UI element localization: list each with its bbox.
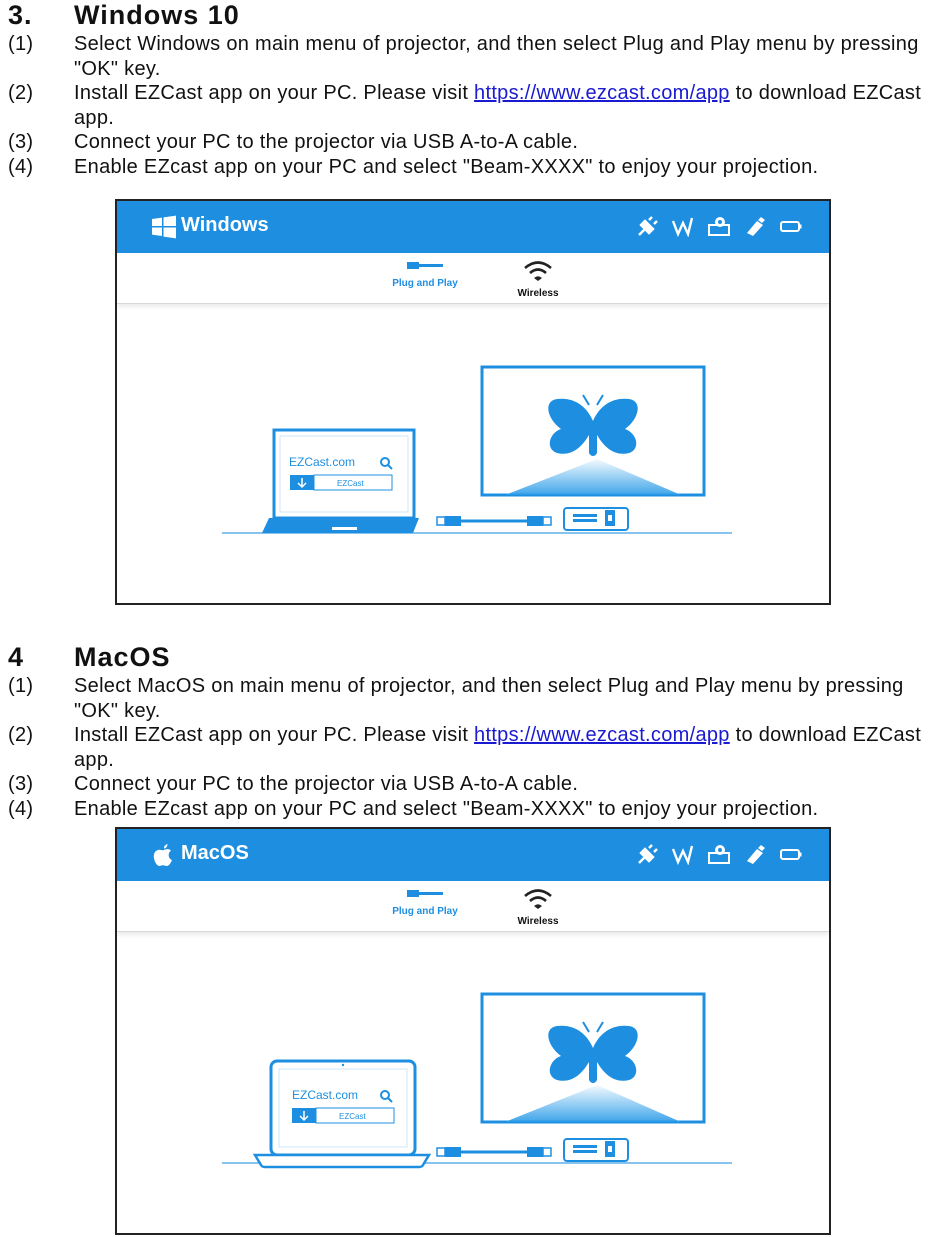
device-icon: [707, 215, 731, 237]
step-item: [8, 772, 938, 797]
os-title: MacOS: [181, 842, 249, 864]
menu-label: Plug and Play: [392, 278, 458, 289]
step-text: [74, 81, 938, 130]
step-text: Select Windows on main menu of projector, and then select Plug and Play menu by pressing "OK" key.: [74, 33, 919, 80]
app-text: EZCast: [339, 1112, 366, 1121]
menu-plug-and-play[interactable]: [387, 259, 463, 289]
projector-titlebar: [117, 201, 829, 253]
apple-logo-icon: [151, 843, 177, 867]
projector-screenshot: [115, 827, 831, 1235]
section-title: MacOS: [74, 642, 171, 672]
projector-menubar: [117, 881, 829, 932]
device-icon: [707, 843, 731, 865]
step-text: Select MacOS on main menu of projector, and then select Plug and Play menu by pressing "OK" key.: [74, 675, 904, 722]
section-heading: [8, 642, 171, 673]
connection-illustration: [117, 303, 829, 603]
usb-drive-icon: [743, 843, 767, 865]
step-number: (3): [8, 773, 34, 795]
site-text: EZCast.com: [289, 455, 356, 469]
windows-logo-icon: [151, 215, 177, 239]
step-number: (2): [8, 724, 34, 746]
step-text-pre: Install EZCast app on your PC. Please visit: [74, 82, 475, 104]
step-number: (4): [8, 155, 34, 178]
step-list: [8, 674, 938, 821]
usb-cable-icon: [437, 516, 551, 526]
battery-icon: [779, 843, 803, 865]
usb-plug-icon: [405, 259, 445, 273]
status-icons: [635, 215, 803, 237]
usb-drive-icon: [743, 215, 767, 237]
menu-plug-and-play[interactable]: [387, 887, 463, 917]
step-text: [74, 723, 938, 772]
usb-plug-icon: [405, 887, 445, 901]
wifi-direct-icon: [671, 215, 695, 237]
step-item: [8, 130, 938, 155]
step-number: (4): [8, 797, 34, 820]
step-text: Enable EZcast app on your PC and select "Beam-XXXX" to enjoy your projection.: [74, 155, 819, 178]
step-item: [8, 155, 938, 180]
laptop-icon: [262, 430, 419, 533]
projector-screenshot: [115, 199, 831, 605]
step-number: (1): [8, 33, 34, 55]
step-number: (1): [8, 675, 34, 697]
step-item: [8, 81, 938, 130]
step-item: [8, 674, 938, 723]
step-item: [8, 723, 938, 772]
site-text: EZCast.com: [292, 1088, 359, 1102]
projection-screen-icon: [482, 367, 704, 495]
step-text-pre: Install EZCast app on your PC. Please visit: [74, 724, 475, 746]
wifi-direct-icon: [671, 843, 695, 865]
ezcast-app-link[interactable]: https://www.ezcast.com/app: [474, 724, 730, 746]
menu-label: Wireless: [517, 916, 559, 927]
projector-titlebar: [117, 829, 829, 881]
step-list: [8, 32, 938, 179]
wifi-icon: [522, 259, 554, 283]
projector-device-icon: [564, 508, 628, 530]
section-heading: [8, 0, 240, 31]
step-text: Enable EZcast app on your PC and select "Beam-XXXX" to enjoy your projection.: [74, 797, 819, 820]
step-item: [8, 797, 938, 822]
os-title: Windows: [181, 214, 269, 236]
usb-cable-icon: [437, 1147, 551, 1157]
menu-wireless[interactable]: [512, 887, 564, 927]
menu-label: Plug and Play: [392, 906, 458, 917]
status-icons: [635, 843, 803, 865]
plug-icon: [635, 843, 659, 865]
ezcast-app-link[interactable]: https://www.ezcast.com/app: [474, 82, 730, 104]
app-text: EZCast: [337, 479, 364, 488]
section-title: Windows 10: [74, 0, 240, 30]
section-number: 3.: [8, 0, 33, 30]
step-number: (2): [8, 82, 34, 104]
section-number: 4: [8, 642, 25, 672]
step-text-post: to download EZCast app.: [74, 82, 922, 129]
menu-wireless[interactable]: [512, 259, 564, 299]
wifi-icon: [522, 887, 554, 911]
battery-icon: [779, 215, 803, 237]
step-item: [8, 32, 938, 81]
step-text-post: to download EZCast app.: [74, 724, 922, 771]
projection-screen-icon: [482, 994, 704, 1122]
plug-icon: [635, 215, 659, 237]
step-text: Connect your PC to the projector via USB A-to-A cable.: [74, 773, 579, 795]
laptop-icon: [255, 1061, 429, 1167]
projector-menubar: [117, 253, 829, 304]
step-number: (3): [8, 131, 34, 153]
step-text: Connect your PC to the projector via USB A-to-A cable.: [74, 131, 579, 153]
connection-illustration: [117, 931, 829, 1231]
projector-device-icon: [564, 1139, 628, 1161]
menu-label: Wireless: [517, 288, 559, 299]
